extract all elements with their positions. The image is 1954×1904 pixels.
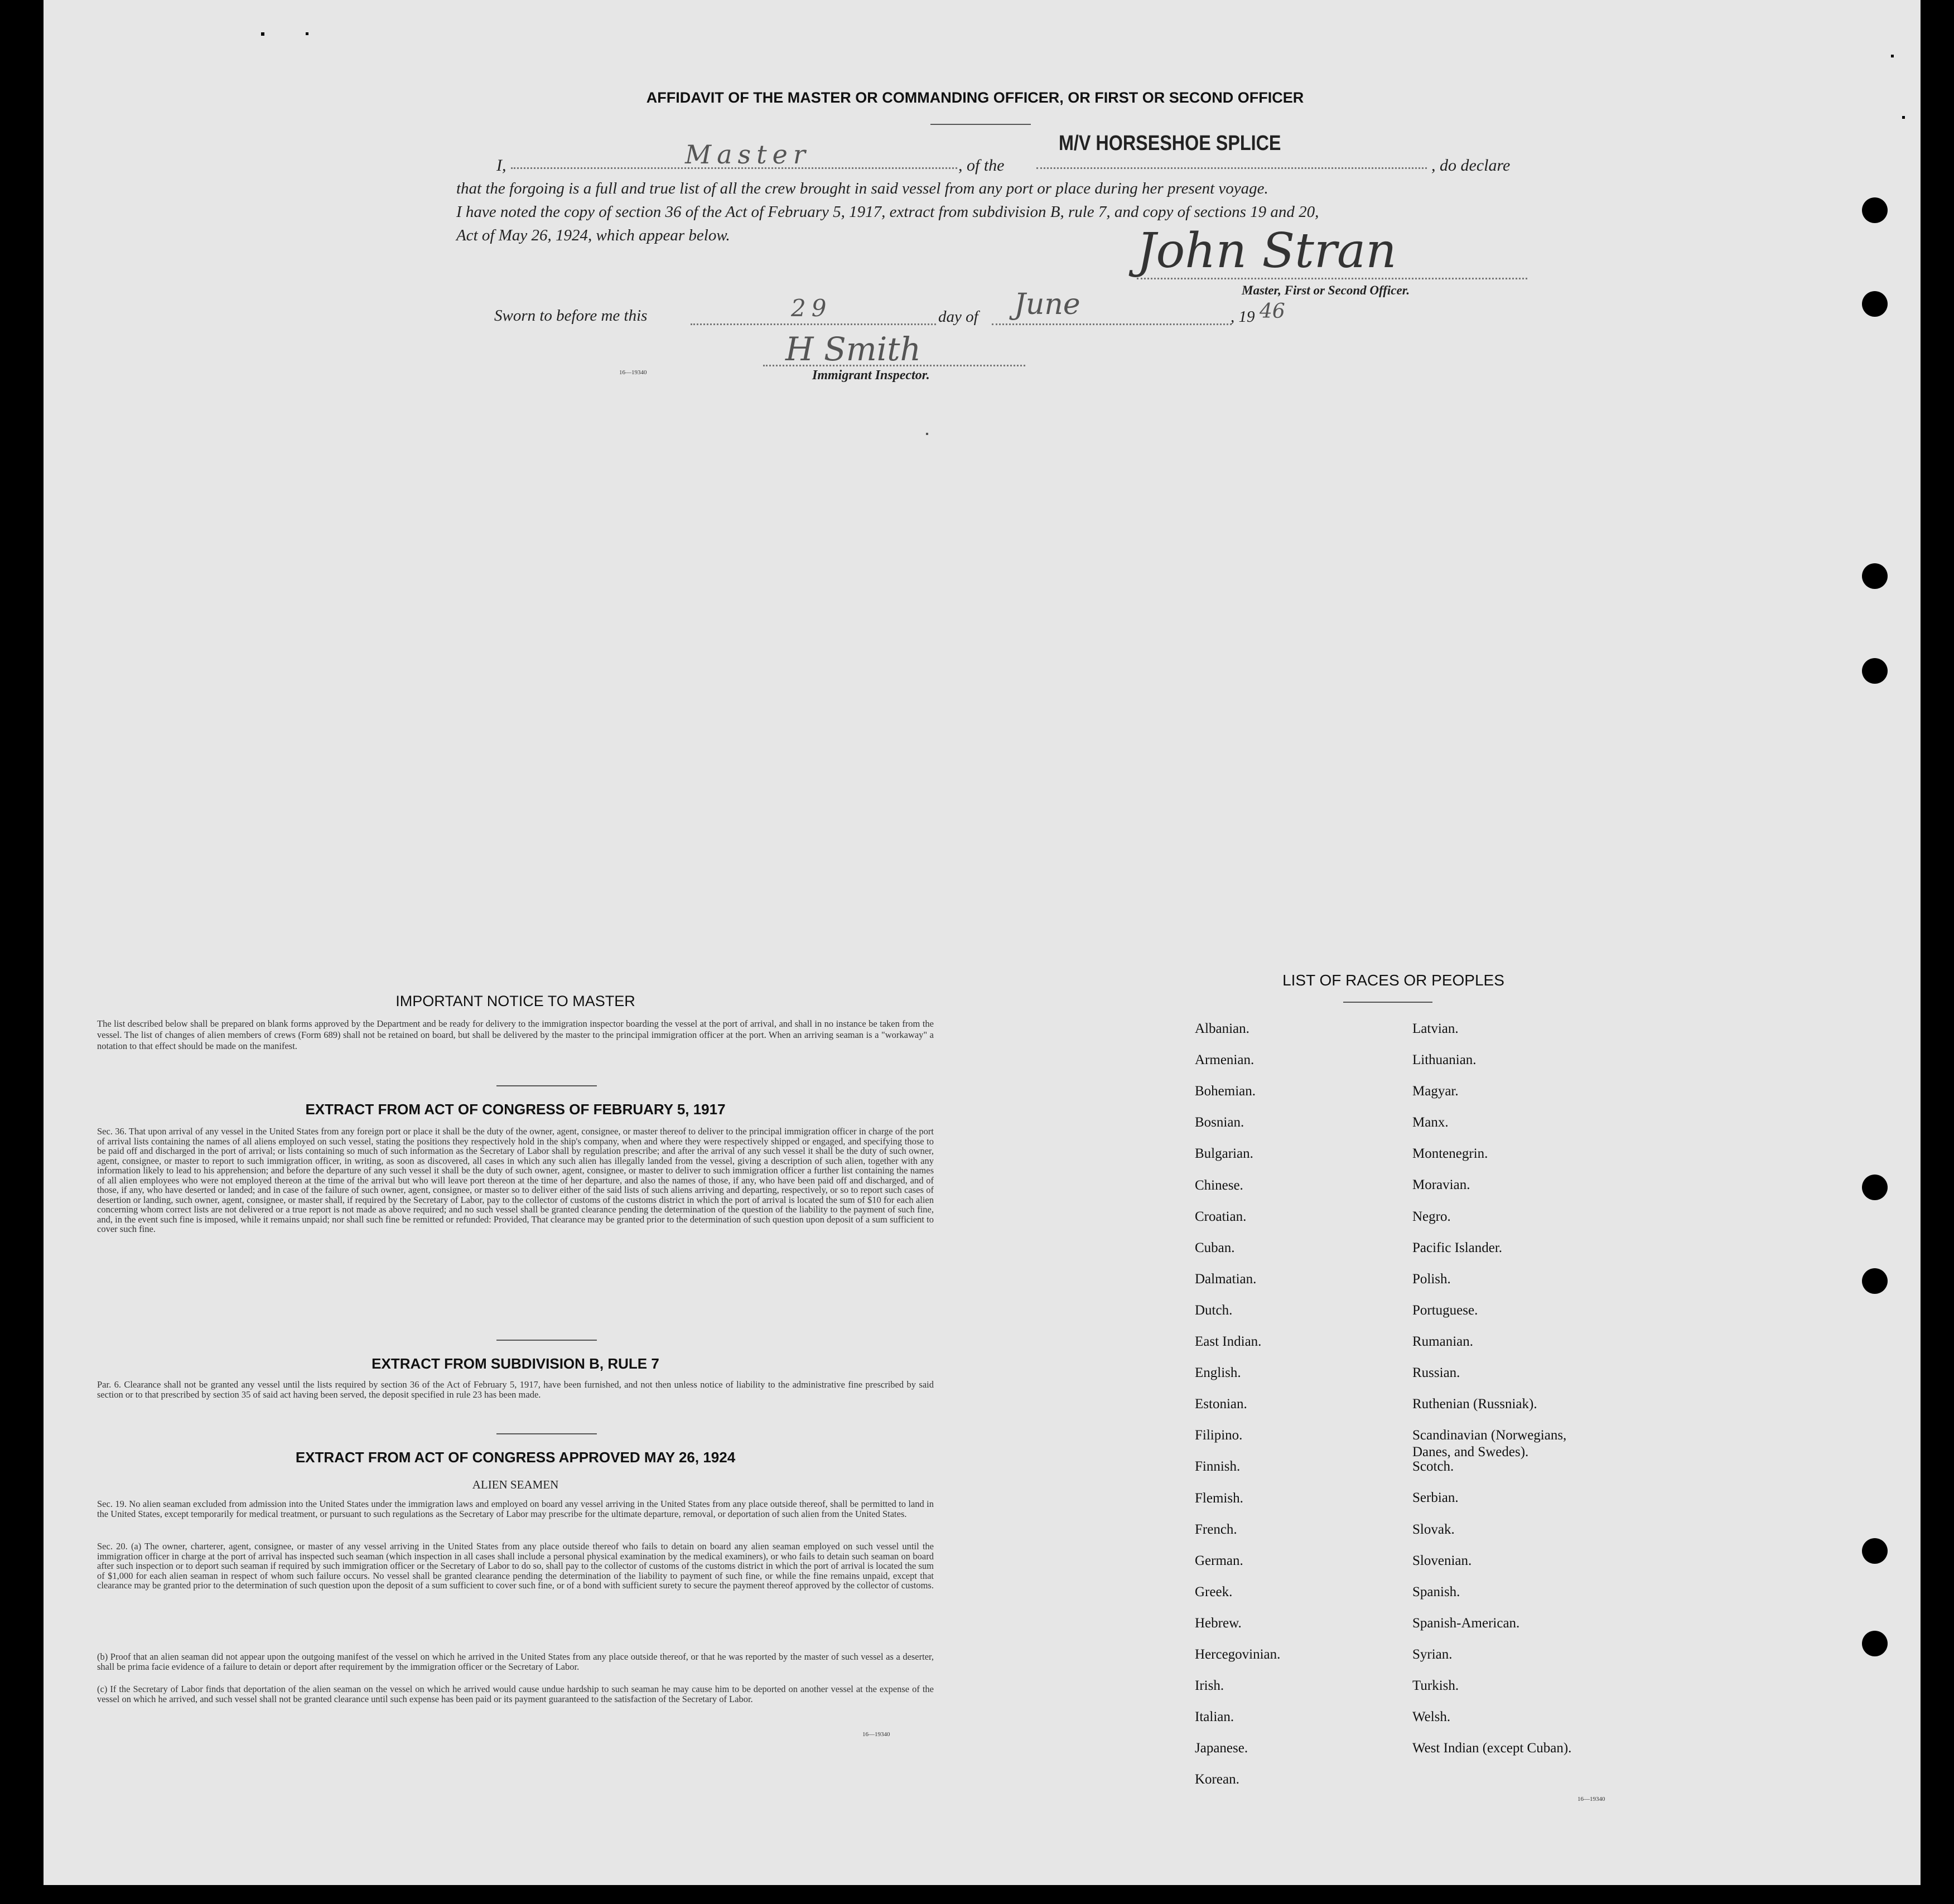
of-the-label: , of the <box>958 156 1005 175</box>
document-page <box>44 0 1921 1885</box>
scan-mark <box>306 32 308 35</box>
race-item: Serbian. <box>1412 1490 1459 1505</box>
race-item: Magyar. <box>1412 1084 1459 1099</box>
declaration-line-3: Act of May 26, 1924, which appear below. <box>456 226 730 244</box>
extract-1924-form-number: 16—19340 <box>862 1731 890 1738</box>
race-item: Welsh. <box>1412 1709 1451 1724</box>
race-item: Scotch. <box>1412 1459 1454 1474</box>
race-item: Bulgarian. <box>1195 1146 1253 1161</box>
master-name-handwritten: Master <box>685 139 811 170</box>
race-item: Greek. <box>1195 1584 1233 1599</box>
punch-hole <box>1862 1268 1888 1294</box>
year-prefix: , 19 <box>1231 308 1255 326</box>
extract-1924-sec19: Sec. 19. No alien seaman excluded from admission into the United States under the immigration laws and employed on board any vessel arriving in the United States from any place outside thereof, shall be permitted to land in the United States, except temporarily for medical treatment, or pursuant to such regulations as the Secretary of Labor may prescribe for the ultimate departure, removal, or deportation of such alien from the United States. <box>97 1499 934 1519</box>
race-item: Syrian. <box>1412 1647 1453 1662</box>
divider-1 <box>496 1085 597 1086</box>
race-item: Scandinavian (Norwegians, Danes, and Swedes). <box>1412 1428 1567 1460</box>
race-item: Lithuanian. <box>1412 1052 1477 1067</box>
race-item: Filipino. <box>1195 1428 1243 1443</box>
race-item: Spanish-American. <box>1412 1616 1520 1631</box>
races-title-underline <box>1343 1002 1432 1003</box>
do-declare-label: , do declare <box>1431 156 1511 175</box>
race-item: Polish. <box>1412 1272 1451 1287</box>
extract-rule7-title: EXTRACT FROM SUBDIVISION B, RULE 7 <box>371 1355 659 1372</box>
race-item: Manx. <box>1412 1115 1449 1130</box>
race-item: Turkish. <box>1412 1678 1459 1693</box>
race-item: Russian. <box>1412 1365 1460 1380</box>
race-item: Armenian. <box>1195 1052 1255 1067</box>
race-item: Montenegrin. <box>1412 1146 1488 1161</box>
declaration-line-1: that the forgoing is a full and true list of all the crew brought in said vessel from any port or place during her present voyage. <box>456 180 1268 197</box>
declaration-line-2: I have noted the copy of section 36 of the Act of February 5, 1917, extract from subdivision B, rule 7, and copy of sections 19 and 20, <box>456 203 1319 221</box>
race-item: Flemish. <box>1195 1491 1243 1506</box>
affidavit-form-number: 16—19340 <box>619 369 647 376</box>
scan-mark <box>261 32 264 36</box>
race-item: Italian. <box>1195 1709 1234 1724</box>
punch-hole <box>1862 1175 1888 1200</box>
race-item: Dalmatian. <box>1195 1272 1257 1287</box>
race-item: German. <box>1195 1553 1243 1568</box>
race-item: Pacific Islander. <box>1412 1240 1503 1255</box>
race-item: Korean. <box>1195 1772 1239 1787</box>
race-item: Spanish. <box>1412 1584 1460 1599</box>
sworn-label: Sworn to before me this <box>494 307 648 325</box>
race-item: Croatian. <box>1195 1209 1247 1224</box>
race-item: Portuguese. <box>1412 1303 1478 1318</box>
race-item: Irish. <box>1195 1678 1224 1693</box>
sworn-day-line <box>691 323 936 325</box>
extract-1917-text: Sec. 36. That upon arrival of any vessel in the United States from any foreign port or place it shall be the duty of the owner, agent, consignee, or master thereof to deliver to the principal immigration officer in charge of the port of arrival lists containing the names of all aliens employed on such vessel, stating the positions they respectively hold in the ship's company, when and where they were respectively shipped or engaged, and specifying those to be paid off and discharged in the port of arrival; or lists containing so much of such information as the Secretary of Labor shall by regulation prescribe; and after the arrival of any such vessel it shall be the duty of such owner, agent, consignee, or master to report to such immigration officer, in writing, as soon as discovered, all cases in which any such alien has illegally landed from the vessel, giving a description of such alien, together with any information likely to lead to his apprehension; and before the departure of any such vessel it shall be the duty of such owner, agent, consignee, or master to deliver to such immigration officer a further list containing the names of all alien employees who were not employed thereon at the time of the arrival but who will leave port thereon at the time of her departure, and also the names of those, if any, who have been paid off and discharged, and of those, if any, who have deserted or landed; and in case of the failure of such owner, agent, consignee, or master so to deliver either of the said lists of such aliens arriving and departing, respectively, or so to report such cases of desertion or landing, such owner, agent, consignee, or master shall, if required by the Secretary of Labor, pay to the collector of customs of the customs district in which the port of arrival is located the sum of $10 for each alien concerning whom correct lists are not delivered or a true report is not made as above required; and no such vessel shall be granted clearance pending the determination of the question of the liability to the payment of such fine, and, in the event such fine is imposed, while it remains unpaid; nor shall such fine be remitted or refunded: Provided, That clearance may be granted prior to the determination of such question upon deposit of a sum sufficient to cover such fine. <box>97 1126 934 1234</box>
race-item: French. <box>1195 1522 1237 1537</box>
inspector-line <box>763 365 1025 366</box>
i-label: I, <box>496 156 506 175</box>
race-item: Dutch. <box>1195 1303 1233 1318</box>
extract-1924-sec20c: (c) If the Secretary of Labor finds that deportation of the alien seaman on the vessel on which he arrived would cause undue hardship to such seaman he may cause him to be deported on another vessel at the expense of the vessel on which he arrived, and such vessel shall not be granted clearance until such expense has been paid or its payment guaranteed to the satisfaction of the Secretary of Labor. <box>97 1684 934 1704</box>
day-of-label: day of <box>938 308 978 326</box>
races-title: LIST OF RACES OR PEOPLES <box>1282 972 1504 989</box>
race-item: Albanian. <box>1195 1021 1249 1036</box>
punch-hole <box>1862 291 1888 317</box>
inspector-caption: Immigrant Inspector. <box>812 368 930 383</box>
race-item: Negro. <box>1412 1209 1451 1224</box>
race-item: Moravian. <box>1412 1177 1470 1192</box>
race-item: East Indian. <box>1195 1334 1262 1349</box>
notice-title: IMPORTANT NOTICE TO MASTER <box>395 993 635 1009</box>
race-item: Latvian. <box>1412 1021 1459 1036</box>
race-item: West Indian (except Cuban). <box>1412 1741 1572 1756</box>
punch-hole <box>1862 658 1888 684</box>
title-underline <box>930 124 1031 125</box>
race-item: Bosnian. <box>1195 1115 1244 1130</box>
race-item: Slovak. <box>1412 1522 1455 1537</box>
extract-rule7-text: Par. 6. Clearance shall not be granted any vessel until the lists required by section 36 of the Act of February 5, 1917, have been furnished, and not then unless notice of liability to the administrative fine prescribed by said section or to that prescribed by section 35 of said act having been served, the deposit specified in rule 23 has been made. <box>97 1379 934 1400</box>
races-form-number: 16—19340 <box>1577 1796 1605 1802</box>
signature-line <box>1137 278 1527 279</box>
vessel-name-line <box>1036 167 1427 169</box>
race-item: Hercegovinian. <box>1195 1647 1281 1662</box>
race-item: Hebrew. <box>1195 1616 1242 1631</box>
signature-caption: Master, First or Second Officer. <box>1242 283 1410 297</box>
divider-2 <box>496 1340 597 1341</box>
punch-hole <box>1862 197 1888 223</box>
race-item: Slovenian. <box>1412 1553 1472 1568</box>
scan-mark <box>1902 116 1905 119</box>
sworn-month-line <box>992 323 1232 325</box>
punch-hole <box>1862 1538 1888 1564</box>
inspector-signature: H Smith <box>785 330 921 368</box>
sworn-month: June <box>1014 288 1080 321</box>
notice-text: The list described below shall be prepared on blank forms approved by the Department and be ready for delivery to the immigration inspector boarding the vessel at the port of arrival, and shall in no instance be taken from the vessel. The list of changes of alien members of crews (Form 689) shall not be retained on board, but shall be delivered by the master to the principal immigration officer at the port. When an arriving seaman is a "workaway" a notation to that effect should be made on the manifest. <box>97 1018 934 1051</box>
divider-3 <box>496 1433 597 1434</box>
race-item: Estonian. <box>1195 1396 1247 1412</box>
extract-1924-sec20b: (b) Proof that an alien seaman did not appear upon the outgoing manifest of the vessel on which he arrived in the United States from any place outside thereof, or that he was reported by the master of such vessel as a deserter, shall be prima facie evidence of a failure to detain or deport after requirement by the immigration officer or the Secretary of Labor. <box>97 1651 934 1672</box>
race-item: Cuban. <box>1195 1240 1235 1255</box>
race-item: English. <box>1195 1365 1241 1380</box>
race-item: Rumanian. <box>1412 1334 1474 1349</box>
race-item: Bohemian. <box>1195 1084 1256 1099</box>
scan-mark <box>1891 55 1894 57</box>
punch-hole <box>1862 563 1888 589</box>
sworn-day: 29 <box>791 294 832 322</box>
race-item: Finnish. <box>1195 1459 1241 1474</box>
race-item: Ruthenian (Russniak). <box>1412 1396 1537 1412</box>
punch-hole <box>1862 1631 1888 1656</box>
scan-mark <box>926 433 928 435</box>
extract-1924-title: EXTRACT FROM ACT OF CONGRESS APPROVED MAY 26, 1924 <box>295 1449 736 1466</box>
sworn-year: 46 <box>1260 300 1285 323</box>
master-signature: John Stran <box>1137 223 1397 279</box>
extract-1917-title: EXTRACT FROM ACT OF CONGRESS OF FEBRUARY 5, 1917 <box>305 1101 726 1118</box>
affidavit-title: AFFIDAVIT OF THE MASTER OR COMMANDING OFFICER, OR FIRST OR SECOND OFFICER <box>646 89 1304 106</box>
race-item: Chinese. <box>1195 1178 1243 1193</box>
extract-1924-subtitle: ALIEN SEAMEN <box>472 1478 559 1491</box>
vessel-name-stamp: M/V HORSESHOE SPLICE <box>1059 132 1281 155</box>
extract-1924-sec20a: Sec. 20. (a) The owner, charterer, agent, consignee, or master of any vessel arriving in the United States from any place outside thereof who fails to detain on board any alien seaman employed on such vessel until the immigration officer in charge at the port of arrival has inspected such seaman (which inspection in all cases shall include a personal physical examination by the medical examiners), or who fails to detain such seaman on board after such inspection or to deport such seaman if required by such immigration officer or the Secretary of Labor to do so, shall pay to the collector of customs of the customs district in which the port of arrival is located the sum of $1,000 for each alien seaman in respect of whom such failure occurs. No vessel shall be granted clearance pending the determination of the liability to payment of such fine, or while the fine remains unpaid, except that clearance may be granted prior to the determination of such question upon the deposit of a sum sufficient to cover such fine, or of a bond with sufficient surety to secure the payment thereof approved by the collector of customs. <box>97 1541 934 1591</box>
race-item: Japanese. <box>1195 1741 1248 1756</box>
